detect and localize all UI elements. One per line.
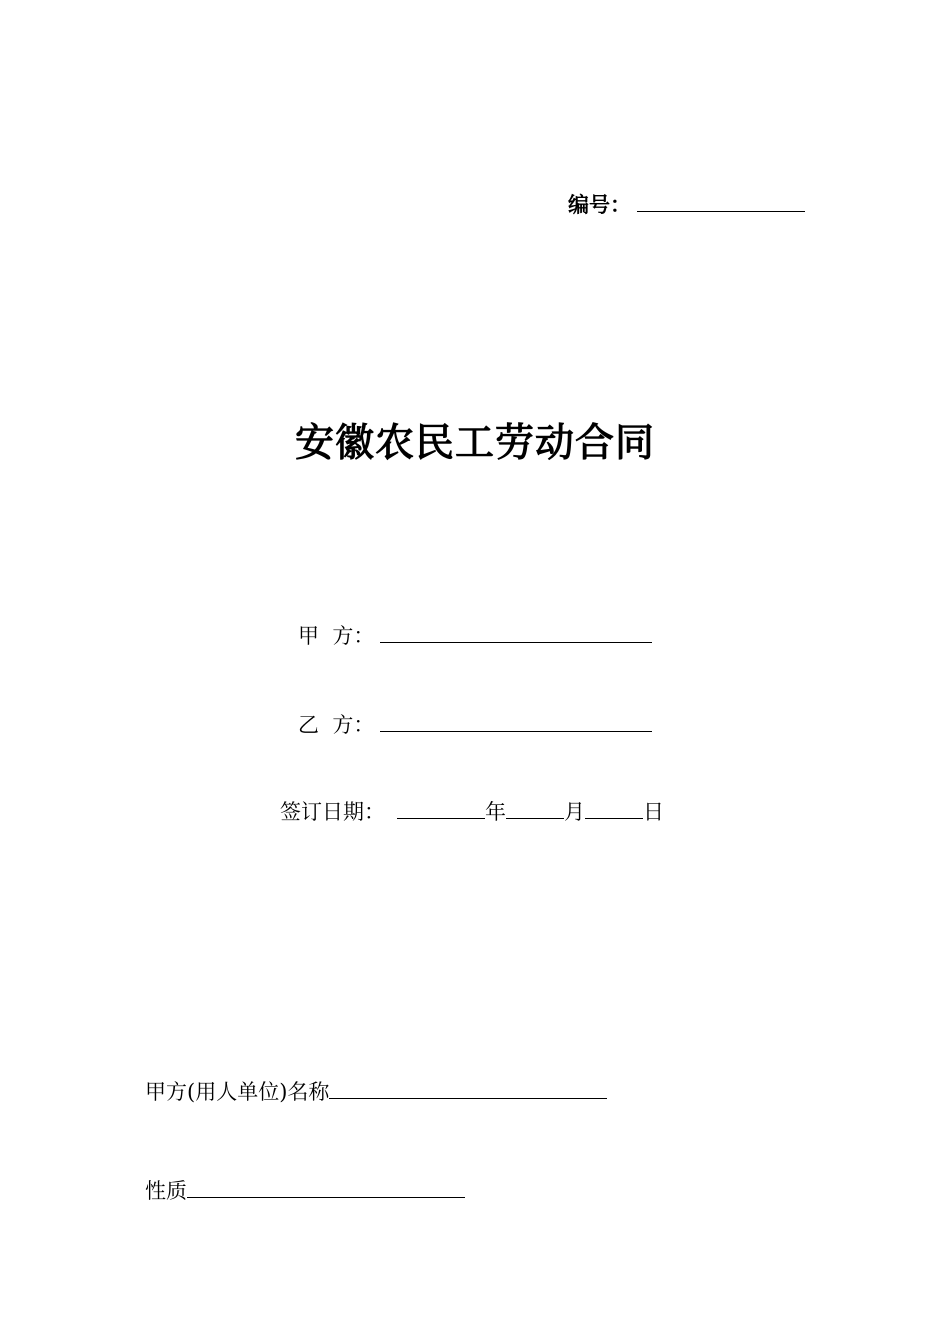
- party-a-blank[interactable]: [380, 622, 652, 643]
- serial-number-field: [568, 189, 805, 219]
- day-unit: 日: [643, 800, 664, 824]
- nature-label: 性质: [145, 1179, 187, 1203]
- month-blank[interactable]: [506, 798, 564, 819]
- party-b-field: [298, 709, 652, 739]
- nature-field: [145, 1175, 465, 1205]
- sign-date-label: 签订日期：: [280, 800, 385, 824]
- party-a-field: [298, 620, 652, 650]
- serial-number-label: 编号：: [568, 193, 631, 217]
- employer-name-blank[interactable]: [329, 1078, 607, 1099]
- sign-date-field: [280, 796, 664, 826]
- year-blank[interactable]: [397, 798, 485, 819]
- party-b-label: 乙 方：: [298, 713, 375, 737]
- day-blank[interactable]: [585, 798, 643, 819]
- nature-blank[interactable]: [187, 1177, 465, 1198]
- party-a-label: 甲 方：: [298, 624, 375, 648]
- party-b-blank[interactable]: [380, 711, 652, 732]
- serial-number-blank[interactable]: [637, 191, 805, 212]
- document-title: 安徽农民工劳动合同: [294, 421, 655, 466]
- employer-name-label: 甲方(用人单位)名称: [145, 1080, 330, 1104]
- year-unit: 年: [485, 800, 506, 824]
- month-unit: 月: [564, 800, 585, 824]
- employer-name-field: [145, 1076, 607, 1106]
